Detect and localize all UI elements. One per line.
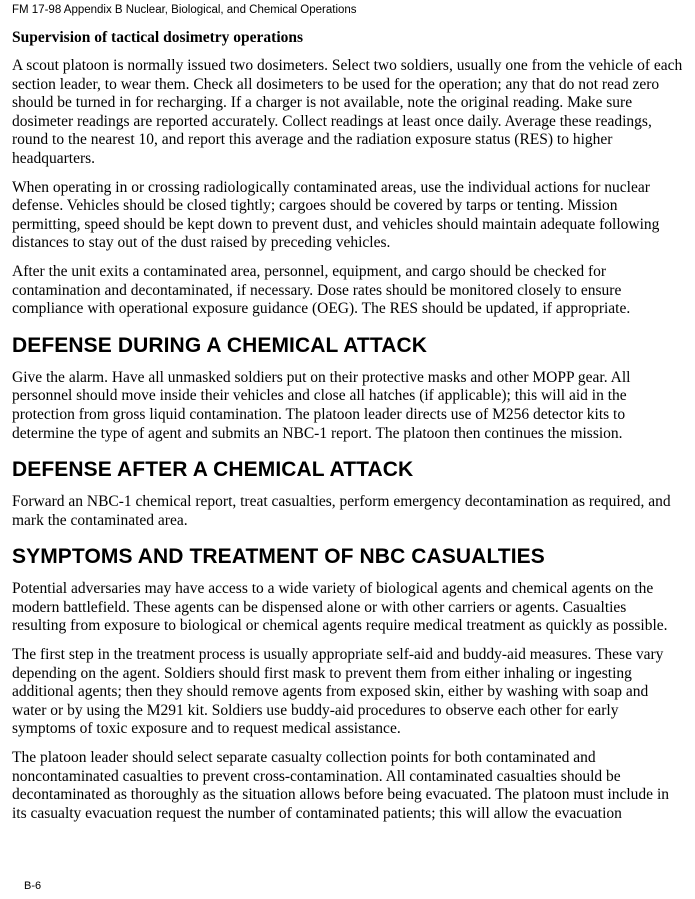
section-title-dosimetry: Supervision of tactical dosimetry operations [12,29,304,46]
document-body [12,28,684,833]
paragraph-symptoms-3: The platoon leader should select separate casualty collection points for both contaminated and noncontaminated casualties to prevent cross-contamination. All contaminated casualties should be decontaminated as thoroughly as the situation allows before being evacuated. The platoon must include in its casualty evacuation request the number of contaminated patients; this will allow the evacuation [12,749,669,822]
running-head: FM 17-98 Appendix B Nuclear, Biological, and Chemical Operations [12,4,357,16]
paragraph-dosimetry-1: A scout platoon is normally issued two dosimeters. Select two soldiers, usually one from the vehicle of each section leader, to wear them. Check all dosimeters to be used for the operation; any that do not read zero should be turned in for recharging. If a charger is not available, note the original reading. Make sure dosimeter readings are reported accurately. Collect readings at least once daily. Average these readings, round to the nearest 10, and report this average and the radiation exposure status (RES) to higher headquarters. [12,57,683,167]
paragraph-dosimetry-2: When operating in or crossing radiologically contaminated areas, use the individual actions for nuclear defense. Vehicles should be closed tightly; cargoes should be covered by tarps or tenting. Mission permitting, speed should be kept down to prevent dust, and vehicles should maintain adequate following distances to stay out of the dust raised by preceding vehicles. [12,178,660,252]
paragraph-dosimetry-3: After the unit exits a contaminated area, personnel, equipment, and cargo should be checked for contamination and decontaminated, if necessary. Dose rates should be monitored closely to ensure compliance with operational exposure guidance (OEG). The RES should be updated, if appropriate. [12,262,631,318]
heading-defense-after-attack: DEFENSE AFTER A CHEMICAL ATTACK [12,458,414,482]
page-number: B-6 [24,880,42,892]
paragraph-during-attack-1: Give the alarm. Have all unmasked soldiers put on their protective masks and other MOPP gear. All personnel should move inside their vehicles and close all hatches (if applicable); this will aid in the protection from gross liquid contamination. The platoon leader directs use of M256 detector kits to determine the type of agent and submits an NBC-1 report. The platoon then continues the mission. [12,368,631,442]
heading-defense-during-attack: DEFENSE DURING A CHEMICAL ATTACK [12,333,428,357]
paragraph-after-attack-1: Forward an NBC-1 chemical report, treat casualties, perform emergency decontamination as required, and mark the contaminated area. [12,493,671,529]
heading-symptoms-treatment: SYMPTOMS AND TREATMENT OF NBC CASUALTIES [12,545,545,569]
paragraph-symptoms-1: Potential adversaries may have access to a wide variety of biological agents and chemical agents on the modern battlefield. These agents can be dispensed alone or with other carriers or agents. Casualties resulting from exposure to biological or chemical agents require medical treatment as quickly as possible. [12,580,668,635]
paragraph-symptoms-2: The first step in the treatment process is usually appropriate self-aid and buddy-aid measures. These vary depending on the agent. Soldiers should first mask to prevent them from either inhaling or ingesting additional agents; then they should remove agents from exposed skin, either by washing with soap and water or by using the M291 kit. Soldiers use buddy-aid procedures to observe each other for early symptoms of toxic exposure and to request medical assistance. [12,646,664,738]
